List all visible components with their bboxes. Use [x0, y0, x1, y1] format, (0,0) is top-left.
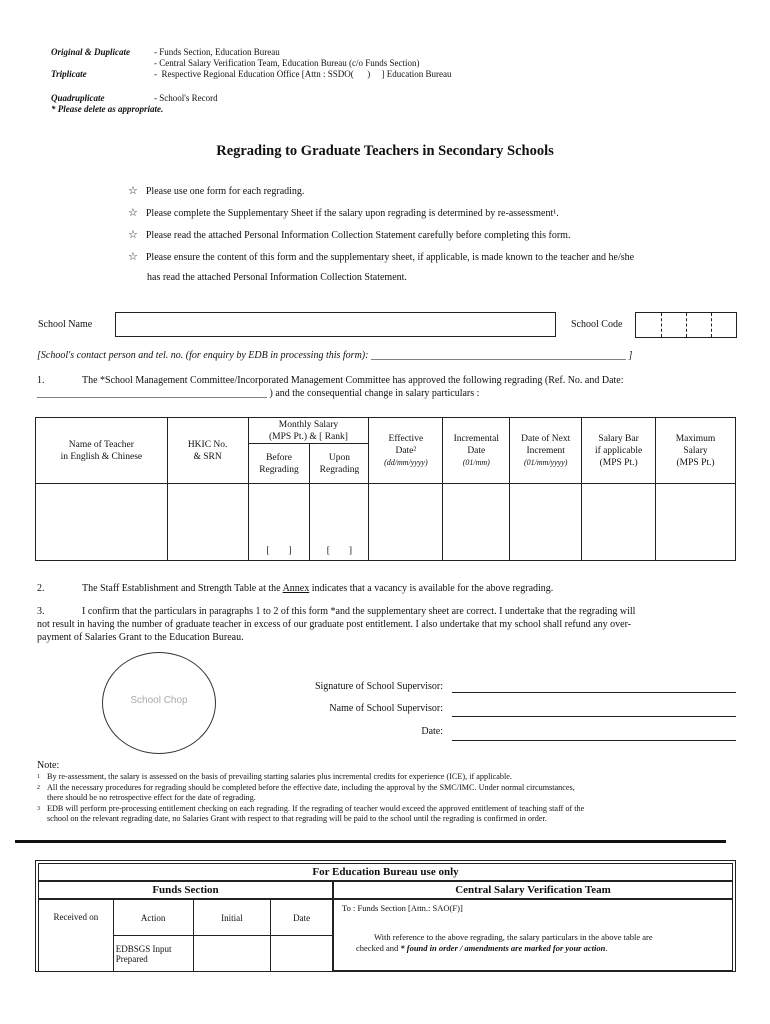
star-icon: ☆	[128, 229, 138, 241]
hkic-header: HKIC No. & SRN	[167, 418, 248, 484]
csvt-box	[333, 899, 733, 971]
school-code-input[interactable]	[635, 312, 737, 338]
para3-line1: I confirm that the particulars in paragraphs 1 to 2 of this form *and the supplementary sheet are correct. I undertake that the regrading will	[82, 606, 636, 617]
ref-line1: With reference to the above regrading, the salary particulars in the above table are	[374, 932, 653, 942]
notes-heading: Note:	[37, 760, 60, 771]
para1-num: 1.	[37, 375, 45, 386]
teacher-name-cell[interactable]	[36, 484, 168, 561]
effective-date-header: Effective Date² (dd/mm/yyyy)	[369, 418, 443, 484]
para1-line1: The *School Management Committee/Incorporated Management Committee has approved the following regrading (Ref. No. and Date:	[82, 375, 624, 386]
original-line1: - Funds Section, Education Bureau	[154, 47, 280, 57]
supervisor-name-line[interactable]	[452, 716, 736, 717]
instruction-item: ☆ Please read the attached Personal Information Collection Statement carefully before completing this form.	[128, 229, 571, 241]
para3-line3: payment of Salaries Grant to the Education Bureau.	[37, 632, 244, 643]
max-salary-cell[interactable]	[656, 484, 736, 561]
supervisor-name-label: Name of School Supervisor:	[329, 703, 443, 714]
para3-num: 3.	[37, 606, 45, 617]
instruction-item: ☆ Please complete the Supplementary Sheet if the salary upon regrading is determined by re-assessment¹.	[128, 207, 559, 219]
effective-date-cell[interactable]	[369, 484, 443, 561]
page-title: Regrading to Graduate Teachers in Secondary Schools	[216, 143, 554, 159]
star-icon: ☆	[128, 251, 138, 263]
before-regrading-cell[interactable]: [ ]	[248, 484, 310, 561]
salary-table	[35, 417, 736, 561]
received-on-cell[interactable]: Received on	[39, 900, 114, 972]
initial-cell[interactable]	[193, 936, 271, 972]
instruction-item-continued: has read the attached Personal Information Collection Statement.	[147, 272, 407, 283]
date-line[interactable]	[452, 740, 736, 741]
triplicate-label: Triplicate	[51, 69, 87, 79]
school-code-label: School Code	[571, 319, 623, 330]
original-line2: - Central Salary Verification Team, Education Bureau (c/o Funds Section)	[154, 58, 420, 68]
annex-link: Annex	[282, 583, 310, 594]
school-name-input[interactable]	[115, 312, 556, 337]
edb-header: For Education Bureau use only	[38, 863, 733, 881]
contact-line: [School's contact person and tel. no. (for enquiry by EDB in processing this form): ___________________________________________________ ]	[37, 350, 633, 361]
next-increment-cell[interactable]	[510, 484, 582, 561]
edb-use-section	[35, 860, 736, 972]
date-header: Date	[271, 900, 333, 936]
monthly-salary-header: Monthly Salary (MPS Pt.) & [ Rank]	[248, 418, 369, 444]
signature-label: Signature of School Supervisor:	[314, 681, 443, 692]
funds-section-table	[38, 899, 333, 972]
csvt-header: Central Salary Verification Team	[333, 881, 733, 899]
quadruplicate-label: Quadruplicate	[51, 93, 105, 103]
divider	[15, 840, 726, 843]
date-cell[interactable]	[271, 936, 333, 972]
signature-line[interactable]	[452, 692, 736, 693]
school-name-label: School Name	[38, 319, 93, 330]
edbsgs-cell: EDBSGS Input Prepared	[113, 936, 193, 972]
school-chop-circle	[102, 652, 216, 754]
incremental-date-header: Incremental Date (01/mm)	[443, 418, 510, 484]
para2-text: The Staff Establishment and Strength Table at the Annex indicates that a vacancy is available for the above regrading.	[82, 583, 554, 594]
action-header: Action	[113, 900, 193, 936]
max-salary-header: Maximum Salary (MPS Pt.)	[656, 418, 736, 484]
instruction-item: ☆ Please use one form for each regrading.	[128, 185, 305, 197]
notes-list: $^1$ By re-assessment, the salary is assessed on the basis of prevailing starting salaries plus incremental credits for experience (ICE), if applicable. $^2$ All the necessary procedures for regrading should be completed before the effective date, including the approval by the SMC/IMC. Under normal circumstances, there should be no retrospective effect for the date of regrading. $^3$ EDB will perform pre-processing entitlement checking on each regrading. If the regrading of teacher would exceed the approved entitlement of teaching staff of the school on the relevant regrading date, no Salaries Grant with respect to that regrading will be paid to the school until the regrading is confirmed in order.	[37, 772, 585, 823]
initial-header: Initial	[193, 900, 271, 936]
upon-regrading-cell[interactable]: [ ]	[310, 484, 369, 561]
before-regrading-header: Before Regrading	[248, 444, 310, 484]
instruction-item: ☆ Please ensure the content of this form and the supplementary sheet, if applicable, is made known to the teacher and he/she	[128, 251, 635, 263]
star-icon: ☆	[128, 185, 138, 197]
name-header: Name of Teacher in English & Chinese	[36, 418, 168, 484]
triplicate-text: - Respective Regional Education Office [Attn : SSDO( ) ] Education Bureau	[154, 69, 452, 79]
para1-line2: ______________________________________________ ) and the consequential change in salary particulars :	[37, 388, 480, 399]
para3-line2: not result in having the number of graduate teacher in excess of our graduate post entitlement. I also undertake that my school shall refund any over-	[37, 619, 632, 630]
to-line: To : Funds Section [Attn.: SAO(F)]	[342, 903, 463, 913]
date-label: Date:	[421, 726, 443, 737]
incremental-date-cell[interactable]	[443, 484, 510, 561]
upon-regrading-header: Upon Regrading	[310, 444, 369, 484]
school-chop-label: School Chop	[130, 695, 188, 706]
para2-num: 2.	[37, 583, 45, 594]
salary-bar-cell[interactable]	[582, 484, 656, 561]
ref-line2: checked and * found in order / amendments are marked for your action.	[356, 943, 608, 953]
star-icon: ☆	[128, 207, 138, 219]
salary-bar-header: Salary Bar if applicable (MPS Pt.)	[582, 418, 656, 484]
quadruplicate-text: - School's Record	[154, 93, 218, 103]
original-label: Original & Duplicate	[51, 47, 131, 57]
delete-note: * Please delete as appropriate.	[51, 104, 164, 114]
distribution-block	[51, 47, 452, 115]
next-increment-header: Date of Next Increment (01/mm/yyyy)	[510, 418, 582, 484]
hkic-cell[interactable]	[167, 484, 248, 561]
funds-section-header: Funds Section	[38, 881, 333, 899]
